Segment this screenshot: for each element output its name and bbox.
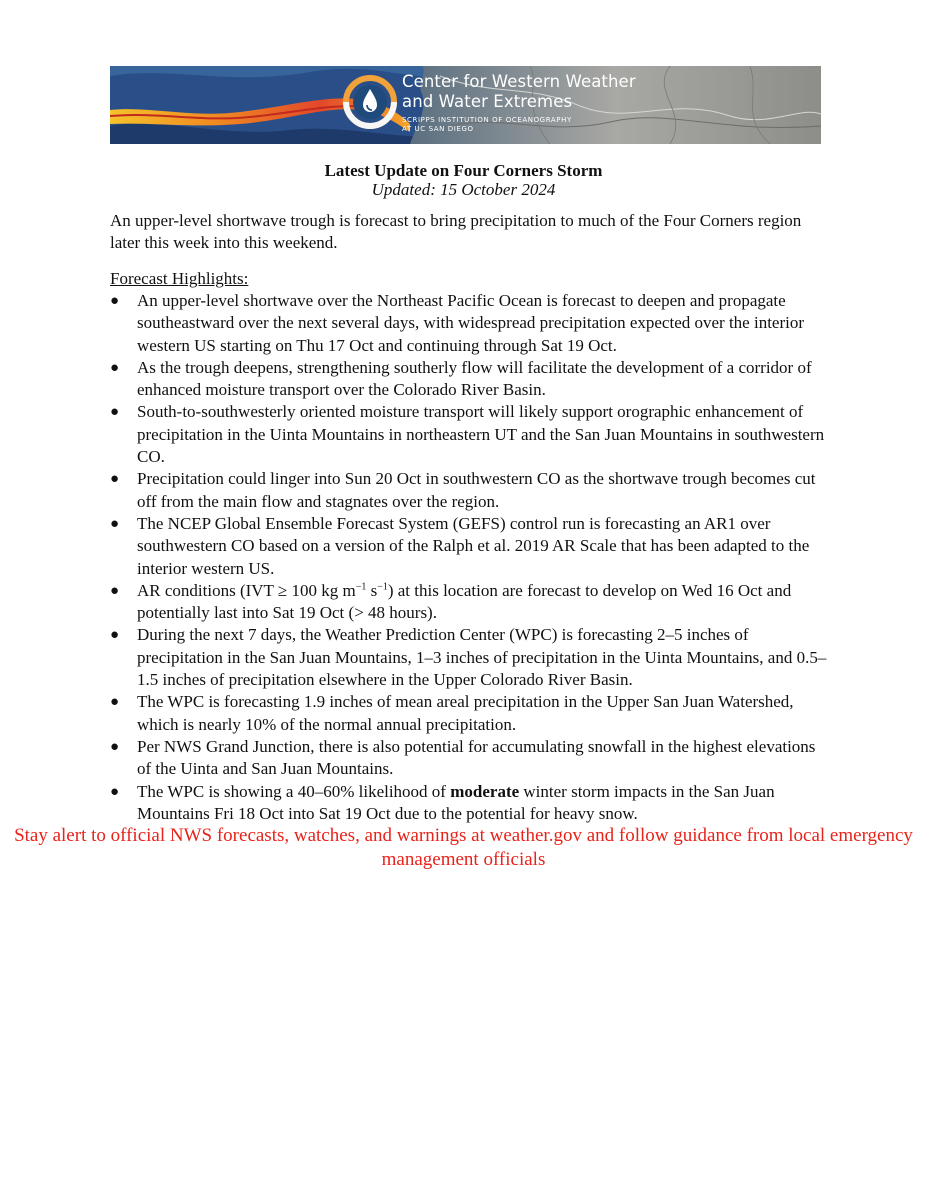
list-item xyxy=(110,624,830,691)
list-item-text: The WPC is forecasting 1.9 inches of mean areal precipitation in the Upper San Juan Watershed, which is nearly 10% of the normal annual precipitation. xyxy=(137,692,794,734)
list-item-text: Per NWS Grand Junction, there is also potential for accumulating snowfall in the highest elevations of the Uinta and San Juan Mountains. xyxy=(137,736,816,779)
institution-line2: AT UC SAN DIEGO xyxy=(402,125,474,133)
bullet-icon: ● xyxy=(110,627,120,644)
list-item-text-part3: ) at this location are forecast to develop on Wed 16 Oct and potentially last into Sat 19 Oct (> 48 hours). xyxy=(137,580,792,623)
org-name-line2: and Water Extremes xyxy=(402,92,573,111)
header-banner xyxy=(110,66,821,144)
list-item xyxy=(110,357,830,402)
list-item-text-part2: s xyxy=(366,580,378,600)
org-name xyxy=(402,72,636,112)
list-item-text: South-to-southwesterly oriented moisture transport will likely support orographic enhancement of precipitation in the Uinta Mountains in northeastern UT and the San Juan Mountains in southwestern CO. xyxy=(137,402,825,467)
bullet-icon: ● xyxy=(110,694,120,711)
updated-date: Updated: 15 October 2024 xyxy=(371,180,556,199)
list-item-text-part1: AR conditions (IVT ≥ 100 kg m xyxy=(137,580,356,600)
safety-alert: Stay alert to official NWS forecasts, watches, and warnings at weather.gov and follow guidance from local emergency management officials xyxy=(14,825,913,870)
list-item xyxy=(110,513,830,580)
bullet-icon: ● xyxy=(110,515,120,532)
list-item xyxy=(110,468,830,513)
highlights-list xyxy=(110,290,830,825)
superscript: −1 xyxy=(377,581,388,593)
bullet-icon: ● xyxy=(110,359,120,376)
list-item-text-post: winter storm impacts in the San Juan Mountains Fri 18 Oct into Sat 19 Oct due to the potential for heavy snow. xyxy=(137,781,775,823)
emphasis-moderate: moderate xyxy=(450,781,520,801)
document-title: Latest Update on Four Corners Storm xyxy=(324,161,603,180)
bullet-icon: ● xyxy=(110,738,120,755)
bullet-icon: ● xyxy=(110,582,120,599)
bullet-icon: ● xyxy=(110,471,120,488)
list-item xyxy=(110,691,830,736)
water-drop-logo-icon xyxy=(342,74,398,130)
org-name-line1: Center for Western Weather xyxy=(402,72,636,91)
highlights-heading: Forecast Highlights: xyxy=(110,269,249,288)
superscript: −1 xyxy=(355,581,367,593)
bullet-icon: ● xyxy=(110,404,120,421)
list-item xyxy=(110,736,830,781)
bullet-icon: ● xyxy=(110,783,120,800)
list-item-text: As the trough deepens, strengthening southerly flow will facilitate the development of a corridor of enhanced moisture transport over the Colorado River Basin. xyxy=(137,357,812,400)
institution-line1: SCRIPPS INSTITUTION OF OCEANOGRAPHY xyxy=(402,116,572,124)
intro-paragraph: An upper-level shortwave trough is forecast to bring precipitation to much of the Four Corners region later this week into this weekend. xyxy=(110,211,802,252)
list-item-text: Precipitation could linger into Sun 20 Oct in southwestern CO as the shortwave trough becomes cut off from the main flow and stagnates over the region. xyxy=(137,469,816,511)
institution-name xyxy=(402,116,572,134)
list-item-text: During the next 7 days, the Weather Prediction Center (WPC) is forecasting 2–5 inches of precipitation in the San Juan Mountains, 1–3 inches of precipitation in the Uinta Mountains, and 0.5–1.5 inches of precipitation elsewhere in the Upper Colorado River Basin. xyxy=(137,625,827,690)
list-item xyxy=(110,580,830,625)
list-item xyxy=(110,781,830,826)
bullet-icon: ● xyxy=(110,293,120,309)
list-item xyxy=(110,401,830,468)
list-item-text: An upper-level shortwave over the Northeast Pacific Ocean is forecast to deepen and propagate southeastward over the next several days, with widespread precipitation expected over the interior western US starting on Thu 17 Oct and continuing through Sat 19 Oct. xyxy=(137,291,805,355)
list-item-text-pre: The WPC is showing a 40–60% likelihood of xyxy=(137,781,451,801)
list-item-text: The NCEP Global Ensemble Forecast System (GEFS) control run is forecasting an AR1 over southwestern CO based on a version of the Ralph et al. 2019 AR Scale that has been adapted to the interior western US. xyxy=(137,513,810,578)
list-item xyxy=(110,290,830,357)
